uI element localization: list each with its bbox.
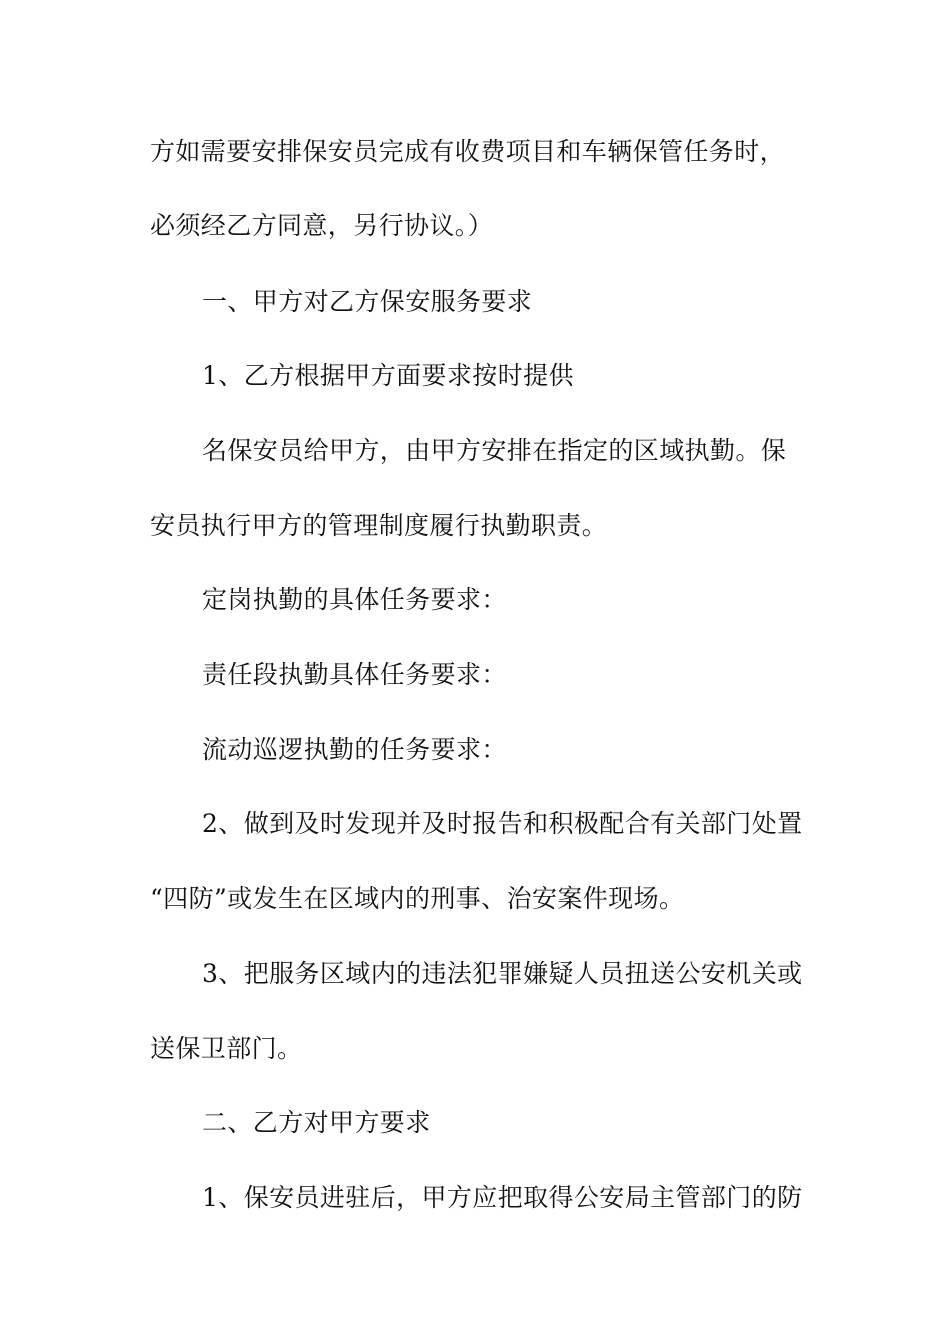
paragraph-line: 送保卫部门。 bbox=[150, 1034, 303, 1063]
paragraph-line: 流动巡逻执勤的任务要求： bbox=[202, 735, 507, 764]
paragraph-line: 必须经乙方同意，另行协议。） bbox=[150, 211, 494, 240]
paragraph-line: 3、把服务区域内的违法犯罪嫌疑人员扭送公安机关或 bbox=[202, 959, 803, 988]
paragraph-line: 名保安员给甲方，由甲方安排在指定的区域执勤。保 bbox=[202, 436, 787, 465]
paragraph-line: 1、乙方根据甲方面要求按时提供 bbox=[202, 361, 574, 390]
paragraph-line: 方如需要安排保安员完成有收费项目和车辆保管任务时， bbox=[150, 137, 786, 166]
paragraph-line: 责任段执勤具体任务要求： bbox=[202, 660, 507, 689]
paragraph-line: “四防”或发生在区域内的刑事、治安案件现场。 bbox=[150, 884, 685, 913]
paragraph-line: 定岗执勤的具体任务要求： bbox=[202, 585, 507, 614]
section-heading: 二、乙方对甲方要求 bbox=[202, 1108, 431, 1137]
paragraph-line: 安员执行甲方的管理制度履行执勤职责。 bbox=[150, 511, 608, 540]
section-heading: 一、甲方对乙方保安服务要求 bbox=[202, 287, 533, 316]
paragraph-line: 2、做到及时发现并及时报告和积极配合有关部门处置 bbox=[202, 809, 803, 838]
paragraph-line: 1、保安员进驻后，甲方应把取得公安局主管部门的防 bbox=[202, 1183, 803, 1212]
